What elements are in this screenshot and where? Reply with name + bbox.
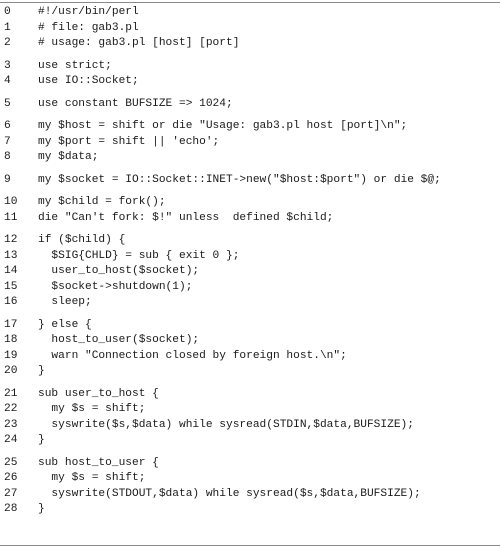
line-number: 28 <box>4 503 18 515</box>
code-listing <box>0 2 500 546</box>
line-number: 18 <box>4 334 18 346</box>
line-number: 17 <box>4 318 18 331</box>
code-text: die "Can't fork: $!" unless defined $child; <box>38 211 334 224</box>
code-line <box>0 387 500 403</box>
code-text: } <box>38 434 45 446</box>
code-line <box>0 74 500 90</box>
code-text: my $socket = IO::Socket::INET->new("$host:$port") or die $@; <box>38 173 441 186</box>
line-number: 12 <box>4 234 18 246</box>
line-number: 4 <box>4 75 11 87</box>
code-text: use strict; <box>38 59 112 72</box>
line-number: 10 <box>4 196 18 208</box>
code-text: my $port = shift || 'echo'; <box>38 135 220 148</box>
line-number: 27 <box>4 487 18 500</box>
code-line <box>0 21 500 37</box>
code-line <box>0 402 500 418</box>
code-line <box>0 295 500 311</box>
code-text: } <box>38 503 45 515</box>
code-line <box>0 97 500 113</box>
code-line <box>0 211 500 227</box>
code-line <box>0 195 500 211</box>
line-number: 11 <box>4 211 18 224</box>
block-separator <box>0 112 500 119</box>
line-number: 24 <box>4 434 18 446</box>
line-number: 8 <box>4 151 11 163</box>
code-line <box>0 364 500 380</box>
code-line <box>0 173 500 189</box>
line-number: 21 <box>4 387 18 400</box>
block-separator <box>0 380 500 387</box>
block-separator <box>0 311 500 318</box>
code-text: # file: gab3.pl <box>38 21 139 34</box>
code-text: $socket->shutdown(1); <box>38 280 193 293</box>
block-separator <box>0 449 500 456</box>
code-line <box>0 502 500 518</box>
code-text: my $child = fork(); <box>38 196 166 208</box>
code-text: sub user_to_host { <box>38 387 159 400</box>
line-number: 26 <box>4 472 18 484</box>
line-number: 13 <box>4 249 18 262</box>
block-separator <box>0 90 500 97</box>
code-text: my $s = shift; <box>38 472 146 484</box>
code-line <box>0 433 500 449</box>
code-text: } <box>38 365 45 377</box>
code-text: syswrite($s,$data) while sysread(STDIN,$data,BUFSIZE); <box>38 418 414 431</box>
code-text: sleep; <box>38 296 92 308</box>
code-line <box>0 249 500 265</box>
code-line <box>0 280 500 296</box>
line-number: 6 <box>4 120 11 132</box>
line-number: 1 <box>4 21 11 34</box>
code-line <box>0 119 500 135</box>
code-line <box>0 333 500 349</box>
line-number: 16 <box>4 296 18 308</box>
line-number: 20 <box>4 365 18 377</box>
block-separator <box>0 188 500 195</box>
block-separator <box>0 226 500 233</box>
code-text: if ($child) { <box>38 234 126 246</box>
code-text: syswrite(STDOUT,$data) while sysread($s,$data,BUFSIZE); <box>38 487 421 500</box>
code-text: sub host_to_user { <box>38 456 159 469</box>
line-number: 14 <box>4 265 18 277</box>
line-number: 15 <box>4 280 18 293</box>
block-separator <box>0 166 500 173</box>
line-number: 2 <box>4 37 11 49</box>
code-text: my $s = shift; <box>38 403 146 415</box>
line-number: 0 <box>4 6 11 18</box>
code-text: use IO::Socket; <box>38 75 139 87</box>
code-text: my $host = shift or die "Usage: gab3.pl host [port]\n"; <box>38 120 408 132</box>
code-text: #!/usr/bin/perl <box>38 6 139 18</box>
code-line <box>0 5 500 21</box>
code-text: user_to_host($socket); <box>38 265 200 277</box>
line-number: 5 <box>4 97 11 110</box>
line-number: 25 <box>4 456 18 469</box>
line-number: 22 <box>4 403 18 415</box>
code-text: # usage: gab3.pl [host] [port] <box>38 37 240 49</box>
code-line <box>0 456 500 472</box>
code-line <box>0 418 500 434</box>
line-number: 19 <box>4 349 18 362</box>
code-line <box>0 487 500 503</box>
code-text: host_to_user($socket); <box>38 334 200 346</box>
code-text: use constant BUFSIZE => 1024; <box>38 97 233 110</box>
code-line <box>0 471 500 487</box>
code-line <box>0 349 500 365</box>
code-text: } else { <box>38 318 92 331</box>
line-number: 3 <box>4 59 11 72</box>
line-number: 23 <box>4 418 18 431</box>
code-text: $SIG{CHLD} = sub { exit 0 }; <box>38 249 240 262</box>
code-line <box>0 233 500 249</box>
code-line <box>0 59 500 75</box>
code-line <box>0 264 500 280</box>
code-text: warn "Connection closed by foreign host.\n"; <box>38 349 347 362</box>
block-separator <box>0 52 500 59</box>
code-text: my $data; <box>38 151 99 163</box>
line-number: 9 <box>4 173 11 186</box>
code-line <box>0 150 500 166</box>
code-line <box>0 135 500 151</box>
code-line <box>0 36 500 52</box>
code-line <box>0 318 500 334</box>
line-number: 7 <box>4 135 11 148</box>
